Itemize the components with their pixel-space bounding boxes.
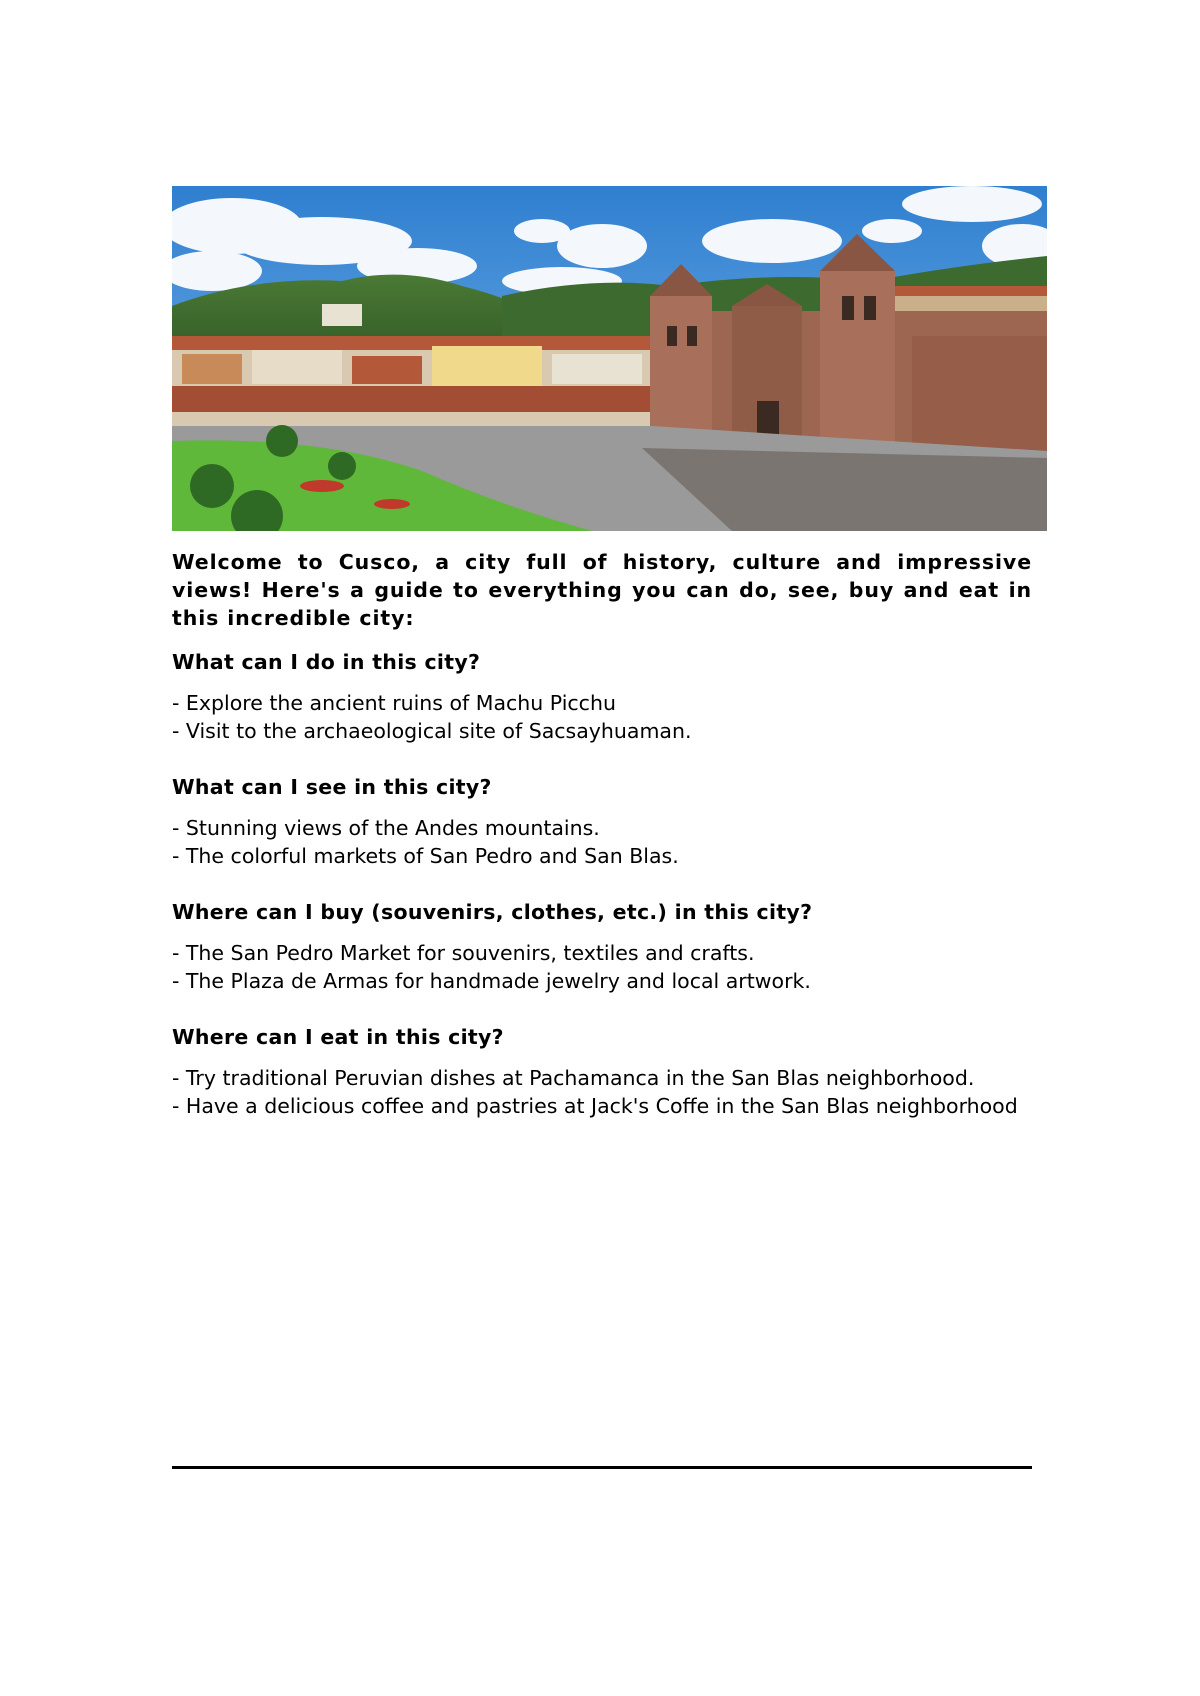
footer-divider	[172, 1466, 1032, 1469]
list-item: - Stunning views of the Andes mountains.	[172, 816, 600, 840]
section-heading: Where can I eat in this city?	[172, 1025, 504, 1049]
section-buy	[172, 898, 1032, 995]
section-heading: Where can I buy (souvenirs, clothes, etc.) in this city?	[172, 900, 813, 924]
section-list	[172, 1065, 1032, 1120]
cusco-plaza-photo	[172, 186, 1047, 531]
list-item: - The Plaza de Armas for handmade jewelry and local artwork.	[172, 968, 811, 993]
section-do	[172, 648, 1032, 745]
list-item: - Have a delicious coffee and pastries at Jack's Coffe in the San Blas neighborhood	[172, 1093, 1018, 1118]
list-item: - Explore the ancient ruins of Machu Picchu	[172, 691, 616, 715]
section-list	[172, 940, 1032, 995]
section-see	[172, 773, 1032, 870]
section-eat	[172, 1023, 1032, 1120]
intro-paragraph: Welcome to Cusco, a city full of history, culture and impressive views! Here's a guide to everything you can do, see, buy and eat in this incredible city:	[172, 550, 1032, 630]
list-item: - Try traditional Peruvian dishes at Pachamanca in the San Blas neighborhood.	[172, 1066, 975, 1090]
section-list	[172, 690, 1032, 745]
section-heading: What can I see in this city?	[172, 775, 492, 799]
list-item: - The colorful markets of San Pedro and San Blas.	[172, 843, 679, 868]
list-item: - Visit to the archaeological site of Sacsayhuaman.	[172, 718, 692, 743]
list-item: - The San Pedro Market for souvenirs, textiles and crafts.	[172, 941, 755, 965]
section-heading: What can I do in this city?	[172, 650, 481, 674]
section-list	[172, 815, 1032, 870]
guide-content	[172, 548, 1032, 1148]
